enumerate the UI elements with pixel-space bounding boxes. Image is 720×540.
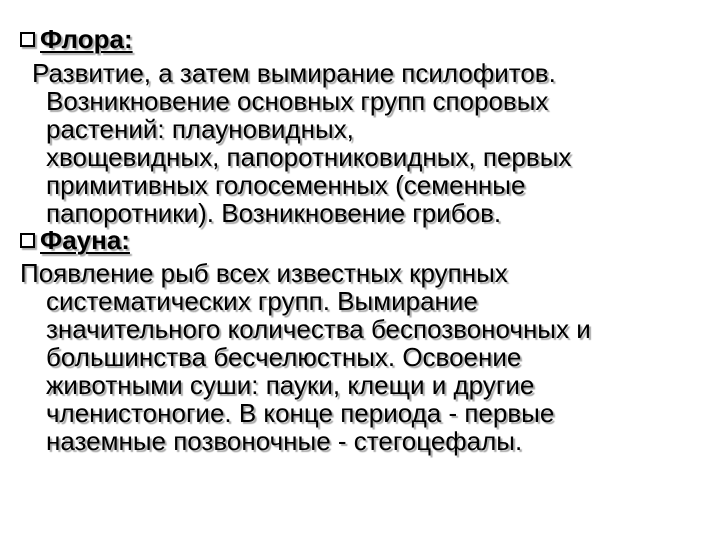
flora-line: папоротники). Возникновение грибов. bbox=[46, 198, 502, 228]
flora-line: Развитие, а затем вымирание псилофитов. bbox=[32, 58, 556, 88]
flora-line: растений: плауновидных, bbox=[46, 114, 354, 144]
flora-line: Возникновение основных групп споровых bbox=[46, 86, 549, 116]
fauna-line: большинства бесчелюстных. Освоение bbox=[46, 342, 522, 372]
flora-heading bbox=[20, 24, 133, 54]
square-bullet-icon bbox=[20, 32, 35, 47]
flora-heading-label: Флора: bbox=[40, 24, 133, 54]
flora-paragraph bbox=[32, 59, 571, 227]
fauna-heading bbox=[20, 225, 130, 255]
fauna-line: животными суши: пауки, клещи и другие bbox=[46, 370, 535, 400]
fauna-line: значительного количества беспозвоночных и bbox=[46, 314, 591, 344]
fauna-line: наземные позвоночные - стегоцефалы. bbox=[46, 426, 523, 456]
square-bullet-icon bbox=[20, 233, 35, 248]
fauna-heading-label: Фауна: bbox=[40, 225, 130, 255]
fauna-paragraph bbox=[20, 259, 591, 455]
fauna-line: систематических групп. Вымирание bbox=[46, 286, 478, 316]
flora-line: примитивных голосеменных (семенные bbox=[46, 170, 526, 200]
flora-line: хвощевидных, папоротниковидных, первых bbox=[46, 142, 572, 172]
fauna-line: членистоногие. В конце периода - первые bbox=[46, 398, 555, 428]
fauna-line: Появление рыб всех известных крупных bbox=[20, 258, 508, 288]
